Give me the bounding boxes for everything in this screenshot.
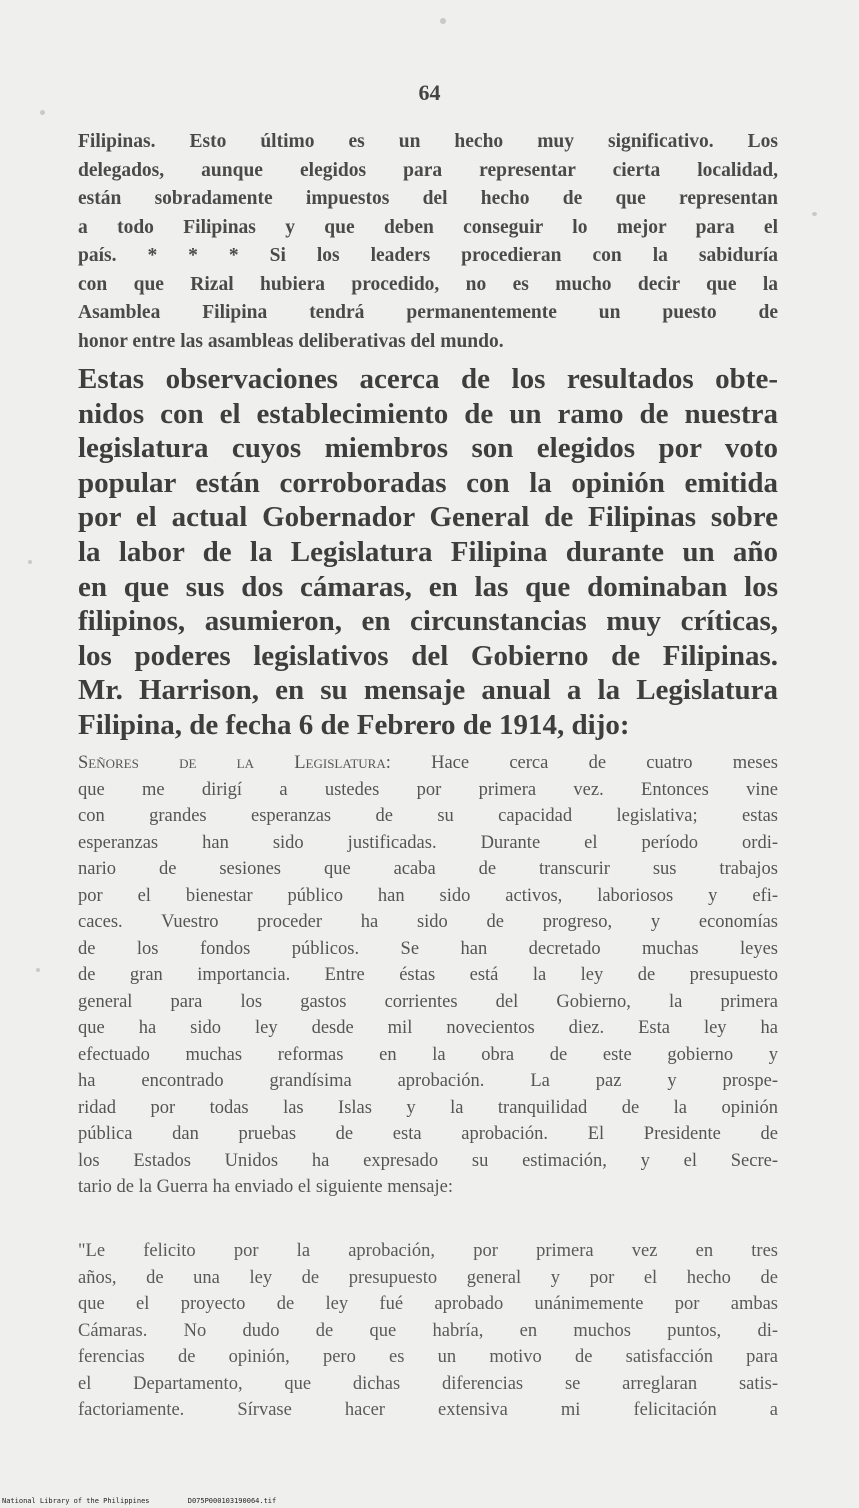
text-line: por el bienestar público han sido activos, laboriosos y efi- [78, 885, 778, 906]
text-line: de gran importancia. Entre éstas está la ley de presupuesto [78, 965, 778, 985]
text-line: por el actual Gobernador General de Filipinas sobre [78, 501, 778, 534]
paper-speck [812, 212, 817, 216]
text-line: delegados, aunque elegidos para representar cierta localidad, [78, 159, 778, 181]
text-line: en que sus dos cámaras, en las que dominaban los [78, 570, 778, 603]
text-line: nario de sesiones que acaba de transcurir sus trabajos [78, 859, 778, 879]
paragraph-quoted-assembly [78, 128, 778, 356]
library-credit: National Library of the Philippines [2, 1497, 150, 1505]
text-line: filipinos, asumieron, en circunstancias muy críticas, [78, 605, 778, 638]
text-line: popular están corroboradas con la opinión emitida [78, 466, 778, 499]
text-line: la labor de la Legislatura Filipina durante un año [78, 535, 778, 568]
text-line [78, 750, 778, 777]
text-line: Filipinas. Esto último es un hecho muy significativo. Los [78, 131, 778, 152]
text-line: factoriamente. Sírvase hacer extensiva mi felicitación a [78, 1400, 778, 1420]
text-line: pública dan pruebas de esta aprobación. El Presidente de [78, 1124, 778, 1144]
text-line: esperanzas han sido justificadas. Durante el período ordi- [78, 832, 778, 853]
text-line: Cámaras. No dudo de que habría, en muchos puntos, di- [78, 1320, 778, 1341]
salutation: Señores de la Legislatura [78, 753, 386, 773]
text-line: "Le felicito por la aprobación, por primera vez en tres [78, 1241, 778, 1261]
text-line: Estas observaciones acerca de los resultados obte- [78, 363, 778, 395]
text-line: general para los gastos corrientes del Gobierno, la primera [78, 991, 778, 1012]
text-line: tario de la Guerra ha enviado el siguiente mensaje: [78, 1177, 453, 1197]
scan-footer [2, 1497, 310, 1505]
salutation-continuation: : Hace cerca de cuatro meses [385, 753, 778, 773]
file-id: D075P000103190064.tif [187, 1497, 277, 1505]
text-line: que el proyecto de ley fué aprobado unánimemente por ambas [78, 1294, 778, 1314]
paragraph-governor-message [78, 750, 778, 1201]
text-line: el Departamento, que dichas diferencias se arreglaran satis- [78, 1373, 778, 1394]
paper-speck [28, 560, 32, 564]
text-line: nidos con el establecimiento de un ramo de nuestra [78, 397, 778, 430]
paragraph-secretary-message [78, 1238, 778, 1424]
paragraph-main-body [78, 362, 778, 743]
text-line: están sobradamente impuestos del hecho de que representan [78, 188, 778, 209]
text-line: los Estados Unidos ha expresado su estimación, y el Secre- [78, 1150, 778, 1171]
paper-speck [36, 968, 40, 972]
paper-speck [440, 18, 446, 24]
text-line: a todo Filipinas y que deben conseguir lo mejor para el [78, 216, 778, 238]
text-line: efectuado muchas reformas en la obra de este gobierno y [78, 1044, 778, 1065]
text-line: de los fondos públicos. Se han decretado muchas leyes [78, 938, 778, 959]
text-line: con grandes esperanzas de su capacidad legislativa; estas [78, 806, 778, 826]
text-line: legislatura cuyos miembros son elegidos por voto [78, 432, 778, 465]
text-line: caces. Vuestro proceder ha sido de progreso, y economías [78, 912, 778, 932]
text-line: que me dirigí a ustedes por primera vez. Entonces vine [78, 779, 778, 800]
text-line: país. * * * Si los leaders procedieran con la sabiduría [78, 245, 778, 266]
text-line: Asamblea Filipina tendrá permanentemente un puesto de [78, 302, 778, 323]
text-line: ridad por todas las Islas y la tranquilidad de la opinión [78, 1097, 778, 1118]
text-line: años, de una ley de presupuesto general y por el hecho de [78, 1267, 778, 1288]
text-line: ha encontrado grandísima aprobación. La paz y prospe- [78, 1071, 778, 1091]
text-line: ferencias de opinión, pero es un motivo de satisfacción para [78, 1347, 778, 1367]
page-number: 64 [418, 80, 441, 105]
paper-speck [40, 110, 45, 115]
text-line: Filipina, de fecha 6 de Febrero de 1914, dijo: [78, 708, 630, 741]
text-line: con que Rizal hubiera procedido, no es mucho decir que la [78, 273, 778, 295]
text-line: que ha sido ley desde mil novecientos diez. Esta ley ha [78, 1018, 778, 1038]
text-line: honor entre las asambleas deliberativas del mundo. [78, 330, 504, 352]
text-line: Mr. Harrison, en su mensaje anual a la Legislatura [78, 674, 778, 707]
text-line: los poderes legislativos del Gobierno de Filipinas. [78, 639, 778, 672]
